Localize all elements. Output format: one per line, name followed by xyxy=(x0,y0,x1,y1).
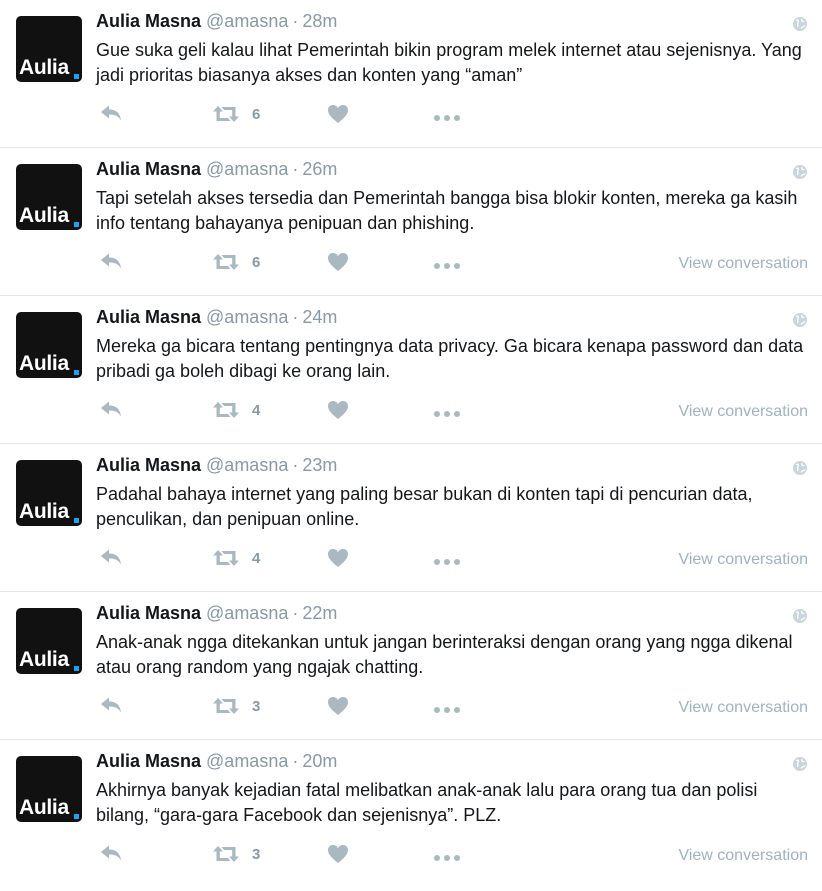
reply-icon xyxy=(100,252,122,270)
view-conversation-link[interactable]: View conversation xyxy=(678,255,808,272)
heart-icon xyxy=(327,400,349,420)
avatar-logo-dot xyxy=(74,74,79,79)
author-name[interactable]: Aulia Masna xyxy=(96,455,202,475)
view-conversation-link[interactable]: View conversation xyxy=(678,847,808,864)
avatar-logo-dot xyxy=(74,814,79,819)
view-conversation-link[interactable]: View conversation xyxy=(678,551,808,568)
tweet-text: Akhirnya banyak kejadian fatal melibatkan anak-anak lalu para orang tua dan polisi bilang, “gara-gara Facebook dan sejenisnya”. PLZ. xyxy=(96,780,758,825)
heart-icon xyxy=(327,252,349,272)
globe-icon xyxy=(792,16,808,32)
avatar[interactable] xyxy=(16,608,82,674)
like-button[interactable] xyxy=(327,696,349,716)
author-handle[interactable]: @amasna xyxy=(206,11,289,31)
author-name[interactable]: Aulia Masna xyxy=(96,751,202,771)
author-name[interactable]: Aulia Masna xyxy=(96,603,202,623)
tweet[interactable] xyxy=(0,296,822,444)
reply-icon xyxy=(100,104,122,122)
tweet[interactable] xyxy=(0,740,822,888)
more-button[interactable] xyxy=(433,848,461,868)
author-name[interactable]: Aulia Masna xyxy=(96,307,202,327)
retweet-count: 6 xyxy=(252,253,261,271)
reply-button[interactable] xyxy=(100,696,122,714)
author-handle[interactable]: @amasna xyxy=(206,603,289,623)
time-separator: · xyxy=(292,159,299,179)
tweet-timestamp[interactable]: 24m xyxy=(302,307,338,327)
view-conversation-link[interactable]: View conversation xyxy=(678,403,808,420)
retweet-button[interactable] xyxy=(212,104,260,124)
more-button[interactable] xyxy=(433,404,461,424)
retweet-icon xyxy=(212,696,240,716)
retweet-count: 4 xyxy=(252,549,261,567)
retweet-icon xyxy=(212,548,240,568)
retweet-icon xyxy=(212,104,240,124)
tweet-text: Anak-anak ngga ditekankan untuk jangan berinteraksi dengan orang yang ngga dikenal atau orang random yang ngajak chatting. xyxy=(96,632,793,677)
avatar-logo-dot xyxy=(74,370,79,375)
time-separator: · xyxy=(292,751,299,771)
reply-button[interactable] xyxy=(100,548,122,566)
avatar-logo-dot xyxy=(74,222,79,227)
like-button[interactable] xyxy=(327,548,349,568)
reply-icon xyxy=(100,548,122,566)
author-handle[interactable]: @amasna xyxy=(206,455,289,475)
avatar[interactable] xyxy=(16,460,82,526)
more-button[interactable] xyxy=(433,108,461,128)
tweet-text: Gue suka geli kalau lihat Pemerintah bikin program melek internet atau sejenisnya. Yang jadi prioritas biasanya akses dan konten yang “aman” xyxy=(96,40,802,85)
tweet-text: Mereka ga bicara tentang pentingnya data privacy. Ga bicara kenapa password dan data pribadi ga boleh dibagi ke orang lain. xyxy=(96,336,804,381)
reply-icon xyxy=(100,400,122,418)
author-handle[interactable]: @amasna xyxy=(206,307,289,327)
globe-icon xyxy=(792,164,808,180)
author-name[interactable]: Aulia Masna xyxy=(96,159,202,179)
more-dots-icon xyxy=(433,256,461,276)
tweet-timestamp[interactable]: 20m xyxy=(302,751,338,771)
reply-button[interactable] xyxy=(100,844,122,862)
time-separator: · xyxy=(292,307,299,327)
tweet-text: Padahal bahaya internet yang paling besar bukan di konten tapi di pencurian data, penculikan, dan penipuan online. xyxy=(96,484,753,529)
globe-icon xyxy=(792,312,808,328)
tweet-actions xyxy=(96,104,806,132)
author-handle[interactable]: @amasna xyxy=(206,159,289,179)
view-conversation-link[interactable]: View conversation xyxy=(678,699,808,716)
more-button[interactable] xyxy=(433,700,461,720)
more-dots-icon xyxy=(433,700,461,720)
more-dots-icon xyxy=(433,404,461,424)
tweet[interactable] xyxy=(0,444,822,592)
avatar-logo-dot xyxy=(74,666,79,671)
retweet-count: 4 xyxy=(252,401,261,419)
avatar-logo-text: Aulia xyxy=(19,648,69,671)
avatar-logo-text: Aulia xyxy=(19,204,69,227)
reply-button[interactable] xyxy=(100,252,122,270)
retweet-icon xyxy=(212,400,240,420)
time-separator: · xyxy=(292,455,299,475)
tweet[interactable] xyxy=(0,148,822,296)
author-name[interactable]: Aulia Masna xyxy=(96,11,202,31)
more-dots-icon xyxy=(433,108,461,128)
reply-icon xyxy=(100,696,122,714)
reply-button[interactable] xyxy=(100,400,122,418)
retweet-button[interactable] xyxy=(212,548,260,568)
avatar[interactable] xyxy=(16,312,82,378)
avatar[interactable] xyxy=(16,164,82,230)
time-separator: · xyxy=(292,11,299,31)
tweet-timestamp[interactable]: 26m xyxy=(302,159,338,179)
retweet-button[interactable] xyxy=(212,400,260,420)
like-button[interactable] xyxy=(327,104,349,124)
tweet-header xyxy=(96,751,337,772)
heart-icon xyxy=(327,844,349,864)
more-dots-icon xyxy=(433,848,461,868)
retweet-count: 3 xyxy=(252,697,261,715)
tweet-timestamp[interactable]: 22m xyxy=(302,603,338,623)
like-button[interactable] xyxy=(327,400,349,420)
avatar-logo-dot xyxy=(74,518,79,523)
avatar-logo-text: Aulia xyxy=(19,500,69,523)
tweet-header xyxy=(96,11,337,32)
tweet-header xyxy=(96,455,337,476)
tweet[interactable] xyxy=(0,0,822,148)
retweet-icon xyxy=(212,844,240,864)
like-button[interactable] xyxy=(327,844,349,864)
more-dots-icon xyxy=(433,552,461,572)
tweet-header xyxy=(96,159,337,180)
retweet-button[interactable] xyxy=(212,696,260,716)
heart-icon xyxy=(327,696,349,716)
globe-icon xyxy=(792,608,808,624)
tweet-timestamp[interactable]: 23m xyxy=(302,455,338,475)
avatar-logo-text: Aulia xyxy=(19,352,69,375)
tweet[interactable] xyxy=(0,592,822,740)
reply-icon xyxy=(100,844,122,862)
retweet-count: 3 xyxy=(252,845,261,863)
retweet-icon xyxy=(212,252,240,272)
tweet-header xyxy=(96,307,337,328)
avatar[interactable] xyxy=(16,16,82,82)
like-button[interactable] xyxy=(327,252,349,272)
avatar[interactable] xyxy=(16,756,82,822)
avatar-logo-text: Aulia xyxy=(19,796,69,819)
time-separator: · xyxy=(292,603,299,623)
more-button[interactable] xyxy=(433,256,461,276)
heart-icon xyxy=(327,104,349,124)
retweet-button[interactable] xyxy=(212,252,260,272)
more-button[interactable] xyxy=(433,552,461,572)
author-handle[interactable]: @amasna xyxy=(206,751,289,771)
tweet-text: Tapi setelah akses tersedia dan Pemerintah bangga bisa blokir konten, mereka ga kasih info tentang bahayanya penipuan dan phishing. xyxy=(96,188,798,233)
retweet-button[interactable] xyxy=(212,844,260,864)
globe-icon xyxy=(792,756,808,772)
tweet-header xyxy=(96,603,337,624)
avatar-logo-text: Aulia xyxy=(19,56,69,79)
reply-button[interactable] xyxy=(100,104,122,122)
retweet-count: 6 xyxy=(252,105,261,123)
tweet-timestamp[interactable]: 28m xyxy=(302,11,338,31)
globe-icon xyxy=(792,460,808,476)
heart-icon xyxy=(327,548,349,568)
